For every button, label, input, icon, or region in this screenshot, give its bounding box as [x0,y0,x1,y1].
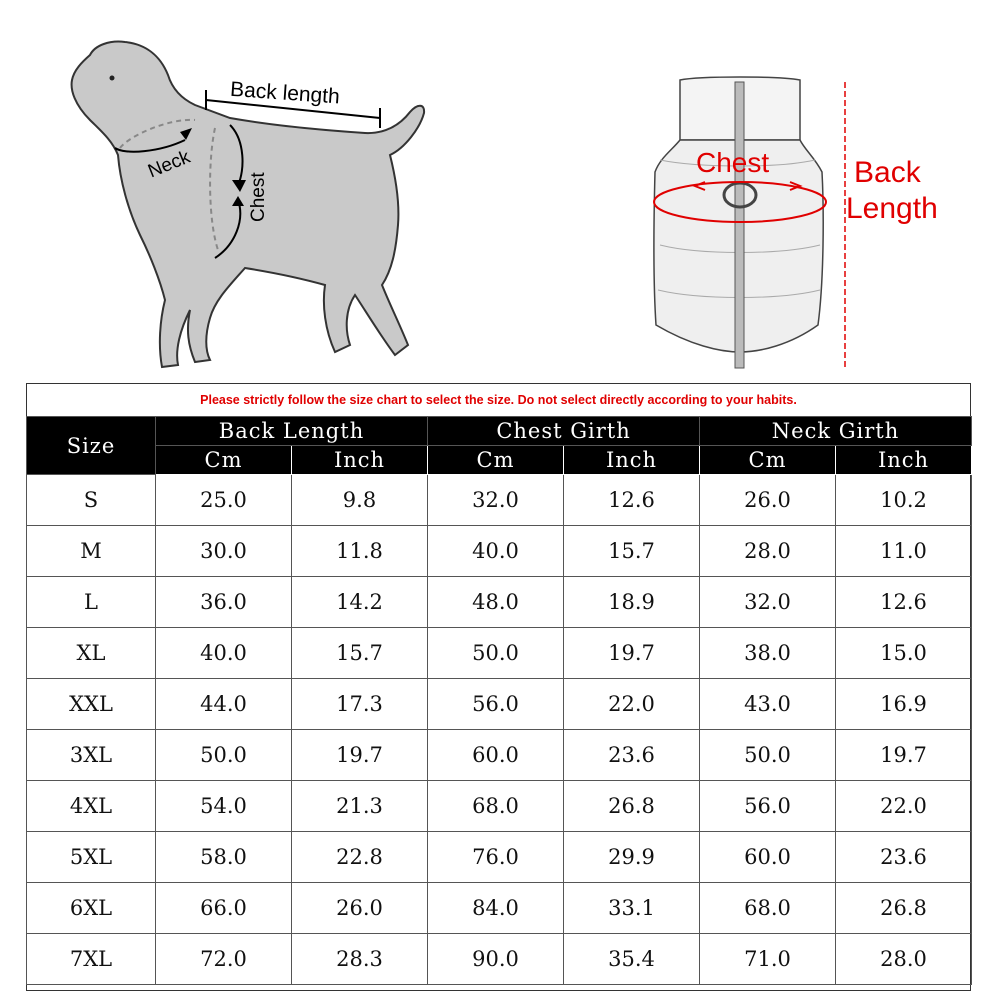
measurement-cell: 30.0 [156,526,292,577]
measurement-cell: 71.0 [700,934,836,985]
measurement-cell: 22.0 [564,679,700,730]
vest-illustration [654,77,845,370]
size-cell: 6XL [27,883,156,934]
measurement-cell: 23.6 [564,730,700,781]
size-cell: 7XL [27,934,156,985]
measurement-cell: 33.1 [564,883,700,934]
group-header-back-length: Back Length [156,417,428,446]
measurement-cell: 16.9 [836,679,972,730]
size-chart [26,383,971,991]
measurement-cell: 60.0 [428,730,564,781]
unit-header: Cm [700,446,836,475]
size-cell: 3XL [27,730,156,781]
measurement-cell: 60.0 [700,832,836,883]
measurement-cell: 18.9 [564,577,700,628]
vest-length-label: Length [846,192,938,225]
table-row [27,781,972,832]
measurement-cell: 17.3 [292,679,428,730]
measurement-cell: 26.0 [292,883,428,934]
unit-header: Inch [564,446,700,475]
measurement-cell: 40.0 [428,526,564,577]
table-row [27,628,972,679]
measurement-cell: 28.3 [292,934,428,985]
measurement-cell: 68.0 [428,781,564,832]
measurement-cell: 10.2 [836,475,972,526]
measurement-cell: 15.0 [836,628,972,679]
measurement-cell: 26.8 [564,781,700,832]
measurement-cell: 12.6 [836,577,972,628]
measurement-cell: 25.0 [156,475,292,526]
measurement-cell: 56.0 [700,781,836,832]
table-row [27,679,972,730]
size-cell: 5XL [27,832,156,883]
measurement-cell: 84.0 [428,883,564,934]
table-row [27,883,972,934]
measurement-cell: 48.0 [428,577,564,628]
size-cell: XL [27,628,156,679]
measurement-cell: 11.8 [292,526,428,577]
measurement-cell: 36.0 [156,577,292,628]
measurement-cell: 9.8 [292,475,428,526]
size-cell: M [27,526,156,577]
table-row [27,832,972,883]
size-cell: S [27,475,156,526]
measurement-cell: 23.6 [836,832,972,883]
back-length-label: Back length [229,77,341,109]
size-cell: L [27,577,156,628]
unit-header: Inch [836,446,972,475]
group-header-chest-girth: Chest Girth [428,417,700,446]
measurement-cell: 28.0 [700,526,836,577]
measurement-cell: 76.0 [428,832,564,883]
vest-chest-label: Chest [696,147,770,178]
measurement-cell: 22.0 [836,781,972,832]
measurement-cell: 35.4 [564,934,700,985]
table-row [27,526,972,577]
measurement-cell: 22.8 [292,832,428,883]
neck-label: Neck [145,146,194,183]
measurement-cell: 56.0 [428,679,564,730]
table-row [27,577,972,628]
unit-header: Cm [156,446,292,475]
measurement-cell: 90.0 [428,934,564,985]
measurement-cell: 44.0 [156,679,292,730]
measurement-cell: 32.0 [700,577,836,628]
measurement-cell: 21.3 [292,781,428,832]
measurement-cell: 14.2 [292,577,428,628]
measurement-cell: 58.0 [156,832,292,883]
unit-header: Inch [292,446,428,475]
measurement-diagram [0,0,1000,380]
measurement-cell: 19.7 [564,628,700,679]
measurement-cell: 68.0 [700,883,836,934]
measurement-cell: 32.0 [428,475,564,526]
measurement-cell: 12.6 [564,475,700,526]
measurement-cell: 19.7 [836,730,972,781]
measurement-cell: 40.0 [156,628,292,679]
measurement-cell: 15.7 [564,526,700,577]
size-cell: 4XL [27,781,156,832]
chest-label: Chest [248,172,269,222]
size-table [26,416,972,985]
unit-header: Cm [428,446,564,475]
size-notice: Please strictly follow the size chart to select the size. Do not select directly according to your habits. [200,393,797,407]
measurement-cell: 66.0 [156,883,292,934]
measurement-cell: 15.7 [292,628,428,679]
measurement-cell: 19.7 [292,730,428,781]
measurement-cell: 50.0 [156,730,292,781]
group-header-neck-girth: Neck Girth [700,417,972,446]
measurement-cell: 43.0 [700,679,836,730]
measurement-cell: 72.0 [156,934,292,985]
table-row [27,475,972,526]
table-row [27,934,972,985]
table-row [27,730,972,781]
measurement-cell: 26.8 [836,883,972,934]
measurement-cell: 11.0 [836,526,972,577]
measurement-cell: 38.0 [700,628,836,679]
vest-back-label: Back [854,156,921,189]
size-header: Size [27,417,156,475]
measurement-cell: 26.0 [700,475,836,526]
measurement-cell: 28.0 [836,934,972,985]
measurement-cell: 50.0 [700,730,836,781]
measurement-cell: 29.9 [564,832,700,883]
measurement-cell: 54.0 [156,781,292,832]
measurement-cell: 50.0 [428,628,564,679]
size-cell: XXL [27,679,156,730]
